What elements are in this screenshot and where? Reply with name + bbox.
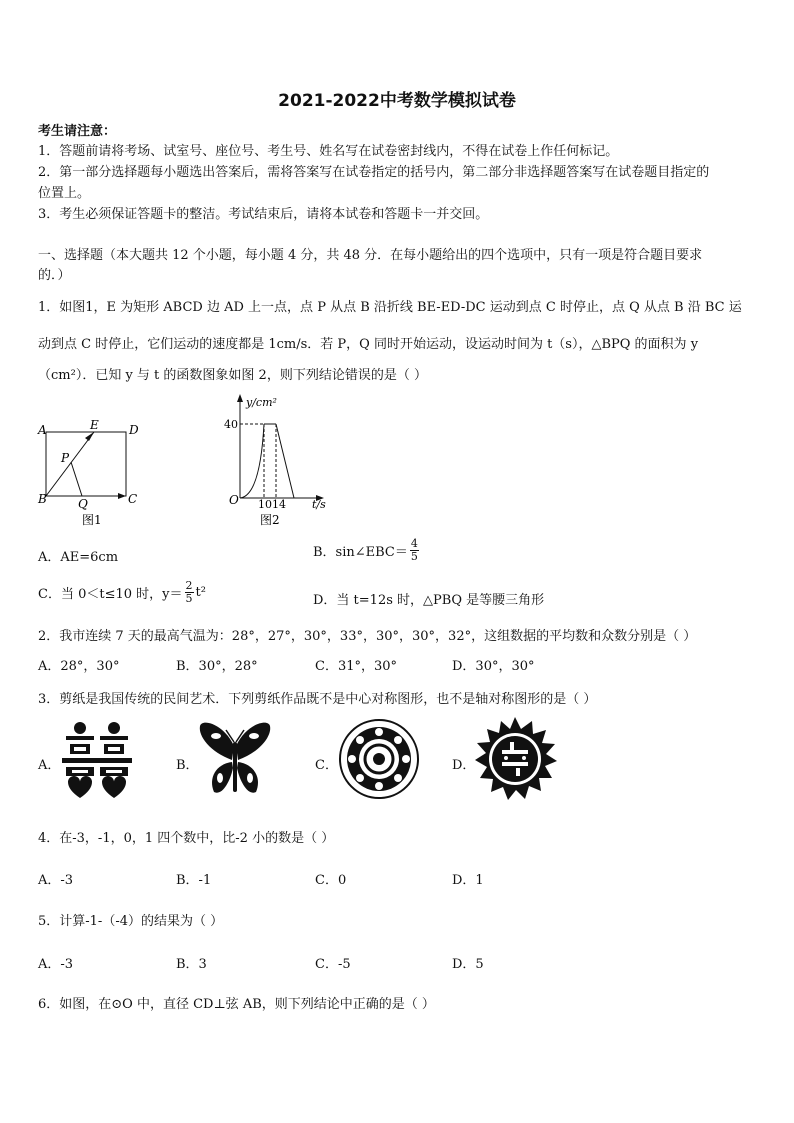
q3-option-b-label: B． — [176, 758, 199, 773]
question-1-stem: 动到点 C 时停止，它们运动的速度都是 1cm/s．若 P，Q 同时开始运动，设运动时间为 t（s），△BPQ 的面积为 y — [38, 337, 699, 352]
notice-item: 位置上。 — [38, 186, 91, 201]
q5-option-a: A．-3 — [38, 957, 74, 972]
label-d: D — [129, 423, 139, 437]
y-tick-40: 40 — [224, 418, 238, 431]
q3-option-a-label: A． — [38, 758, 61, 773]
question-1-stem: （cm²）．已知 y 与 t 的函数图象如图 2，则下列结论错误的是（ ） — [38, 368, 427, 383]
label-c: C — [128, 492, 138, 506]
q2-option-a: A．28°，30° — [38, 659, 120, 674]
label-b: B — [38, 492, 47, 506]
sun-papercut-image — [472, 716, 558, 802]
section-heading-cont: 的．） — [38, 268, 71, 283]
page-title: 2021-2022中考数学模拟试卷 — [278, 91, 516, 111]
figure-1-rectangle — [34, 418, 154, 532]
label-p: P — [61, 451, 70, 465]
q1-option-d: D．当 t=12s 时，△PBQ 是等腰三角形 — [313, 593, 545, 608]
q5-option-b: B．3 — [176, 957, 207, 972]
q1-option-b: B．sin∠EBC＝ $\frac{4}{5}$ — [313, 537, 418, 563]
origin-label: O — [229, 493, 239, 507]
q1-option-a: A．AE=6cm — [38, 550, 119, 565]
q3-option-d-label: D． — [452, 758, 476, 773]
question-2-stem: 2．我市连续 7 天的最高气温为：28°，27°，30°，33°，30°，30°，32°，这组数据的平均数和众数分别是（ ） — [38, 629, 697, 644]
label-e: E — [90, 418, 99, 432]
q2-option-c: C．31°，30° — [315, 659, 398, 674]
figure-2-graph — [220, 390, 340, 532]
q4-option-d: D．1 — [452, 873, 484, 888]
double-happiness-papercut-image — [60, 720, 136, 802]
circular-papercut-image — [338, 718, 420, 800]
q3-option-c-label: C． — [315, 758, 338, 773]
butterfly-papercut-image — [196, 718, 274, 800]
q1-option-c: C．当 0＜t≤10 时，y＝ $\frac{2}{5}$ t² — [38, 579, 206, 605]
q2-option-d: D．30°，30° — [452, 659, 535, 674]
label-a: A — [38, 423, 47, 437]
notice-heading: 考生请注意： — [38, 124, 117, 139]
question-4-stem: 4．在-3，-1，0，1 四个数中，比-2 小的数是（ ） — [38, 831, 335, 846]
q2-option-b: B．30°，28° — [176, 659, 258, 674]
question-6-stem: 6．如图，在⊙O 中，直径 CD⊥弦 AB，则下列结论中正确的是（ ） — [38, 997, 435, 1012]
x-tick-10: 10 — [258, 498, 272, 511]
q5-option-d: D．5 — [452, 957, 484, 972]
section-heading: 一、选择题（本大题共 12 个小题，每小题 4 分，共 48 分．在每小题给出的四个选项中，只有一项是符合题目要求 — [38, 248, 703, 263]
notice-item: 2．第一部分选择题每小题选出答案后，需将答案写在试卷指定的括号内，第二部分非选择题答案写在试卷题目指定的 — [38, 165, 710, 180]
x-tick-14: 14 — [272, 498, 286, 511]
y-axis-label: y/cm² — [246, 396, 277, 409]
label-q: Q — [78, 497, 88, 511]
q4-option-c: C．0 — [315, 873, 347, 888]
notice-item: 1．答题前请将考场、试室号、座位号、考生号、姓名写在试卷密封线内，不得在试卷上作任何标记。 — [38, 144, 619, 159]
question-3-stem: 3．剪纸是我国传统的民间艺术．下列剪纸作品既不是中心对称图形，也不是轴对称图形的是（ ） — [38, 692, 597, 707]
q5-option-c: C．-5 — [315, 957, 351, 972]
q4-option-b: B．-1 — [176, 873, 212, 888]
question-1-stem: 1．如图1，E 为矩形 ABCD 边 AD 上一点，点 P 从点 B 沿折线 BE-ED-DC 运动到点 C 时停止，点 Q 从点 B 沿 BC 运 — [38, 300, 742, 315]
notice-item: 3．考生必须保证答题卡的整洁。考试结束后，请将本试卷和答题卡一并交回。 — [38, 207, 489, 222]
figure-1-caption: 图1 — [82, 513, 102, 527]
x-axis-label: t/s — [312, 498, 326, 511]
figure-2-caption: 图2 — [260, 513, 280, 527]
q4-option-a: A．-3 — [38, 873, 74, 888]
question-5-stem: 5．计算-1-（-4）的结果为（ ） — [38, 914, 224, 929]
